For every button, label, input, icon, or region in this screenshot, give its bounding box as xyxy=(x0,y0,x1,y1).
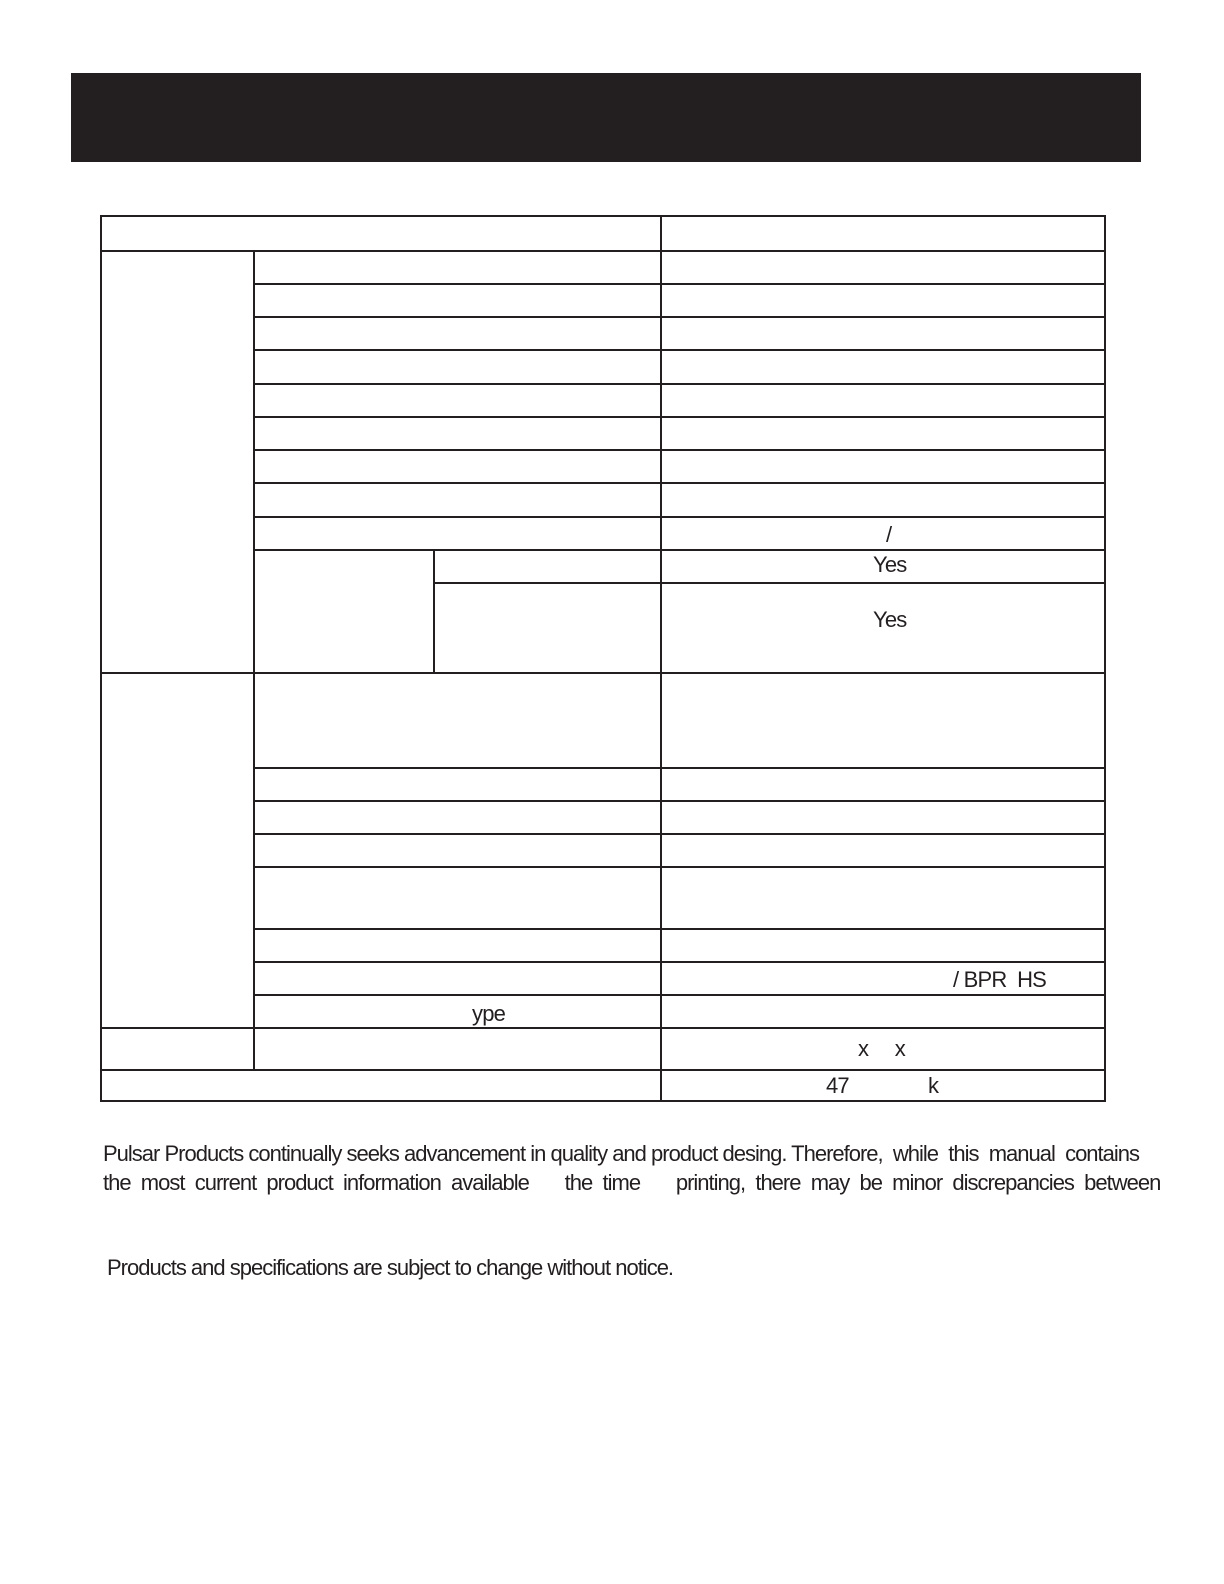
row-divider xyxy=(253,383,1104,385)
specifications-table xyxy=(100,215,1106,1102)
row-divider xyxy=(253,767,1104,769)
row-divider xyxy=(253,866,1104,868)
row-divider xyxy=(253,449,1104,451)
sub-row-2-value: Yes xyxy=(873,607,907,632)
row-divider xyxy=(253,349,1104,351)
spark-plug-value: / BPR HS xyxy=(953,967,1047,992)
row-divider xyxy=(253,316,1104,318)
column-divider xyxy=(253,250,255,1069)
row-divider xyxy=(253,928,1104,930)
row-divider xyxy=(253,416,1104,418)
row-divider xyxy=(102,1069,1104,1071)
row-divider xyxy=(253,800,1104,802)
row-divider xyxy=(253,833,1104,835)
weight-number: 47 xyxy=(826,1073,849,1098)
disclaimer-line-1: Pulsar Products continually seeks advancement in quality and product desing. Therefore, while this manual contains xyxy=(103,1141,1140,1166)
column-divider xyxy=(660,217,662,1100)
weight-unit: k xyxy=(928,1073,939,1098)
row-divider xyxy=(253,961,1104,963)
row-divider xyxy=(253,482,1104,484)
row-divider xyxy=(253,994,1104,996)
row-divider xyxy=(253,549,1104,551)
sub-row-1-value: Yes xyxy=(873,552,907,577)
row-divider xyxy=(433,582,1104,584)
type-label: ype xyxy=(472,1001,506,1026)
header-bar xyxy=(71,73,1141,162)
disclaimer-line-2: the most current product information available the time printing, there may be minor discrepancies between xyxy=(103,1170,1161,1195)
row-divider xyxy=(253,283,1104,285)
change-notice: Products and specifications are subject to change without notice. xyxy=(107,1255,674,1280)
wiring-value: / xyxy=(886,522,892,547)
dimensions-value: x x xyxy=(858,1036,905,1061)
row-divider xyxy=(253,516,1104,518)
column-divider xyxy=(433,549,435,672)
